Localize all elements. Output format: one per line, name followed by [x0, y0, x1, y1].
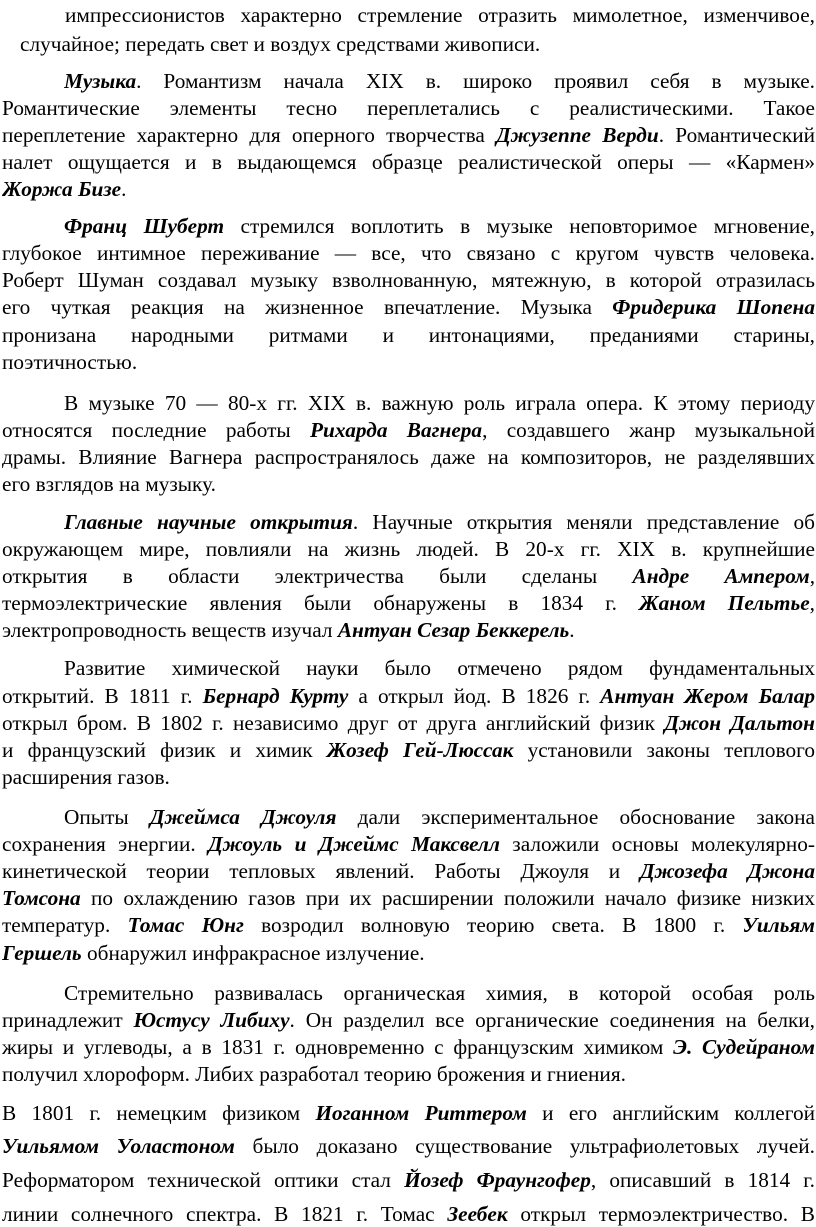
text-line [2, 292, 815, 322]
text-line [64, 507, 815, 537]
text-line [2, 681, 815, 711]
text-segment: , описавший в 1814 г. [590, 1168, 815, 1192]
text-segment: В 1801 г. немецким физиком [2, 1101, 316, 1125]
emphasized-name: Томас Юнг [127, 913, 244, 937]
text-line [2, 534, 815, 564]
emphasized-name: Юстусу Либиху [133, 1008, 290, 1032]
text-segment: открыл термоэлектричество. В [507, 1202, 815, 1226]
emphasized-name: Фридерика Шопена [612, 295, 815, 319]
text-segment: относятся последние работы [2, 418, 311, 442]
emphasized-name: Джузеппе Верди [496, 123, 659, 147]
text-line [2, 883, 815, 913]
text-line [2, 265, 815, 295]
text-segment: открыл бром. В 1802 г. независимо друг от друга английский физик [2, 711, 665, 735]
text-line [64, 388, 815, 418]
text-line [65, 0, 815, 30]
text-line [2, 1059, 815, 1089]
text-segment: и французский физик и химик [2, 738, 327, 762]
text-segment: случайное; передать свет и воздух средствами живописи. [20, 32, 541, 56]
text-segment: Реформатором технической оптики стал [2, 1168, 405, 1192]
text-line [2, 347, 815, 377]
text-segment: а открыл йод. В 1826 г. [348, 684, 601, 708]
text-segment: Роберт Шуман создавал музыку взволнованную, мятежную, в которой отразилась [2, 268, 815, 292]
text-line [2, 1165, 815, 1195]
text-line [2, 1005, 815, 1035]
text-line [2, 762, 815, 792]
text-line [2, 1098, 815, 1128]
text-line [2, 938, 815, 968]
text-segment: электропроводность веществ изучал [2, 618, 338, 642]
emphasized-name: Жоржа Бизе [2, 177, 122, 201]
text-segment: . Романтический [658, 123, 815, 147]
text-segment: дали экспериментальное обоснование закона [336, 805, 815, 829]
text-line [2, 174, 815, 204]
text-line [2, 469, 815, 499]
text-segment: . [121, 177, 127, 201]
text-segment: его взглядов на музыку. [2, 472, 216, 496]
text-line [2, 1199, 815, 1227]
emphasized-name: Уильям [742, 913, 815, 937]
text-segment: окружающем мире, повлияли на жизнь людей. В 20-х гг. XIX в. крупнейшие [2, 537, 815, 561]
emphasized-name: Главные научные открытия [64, 510, 353, 534]
emphasized-name: Йозеф Фраунгофер [404, 1168, 591, 1192]
text-line [64, 211, 815, 241]
text-segment: обнаружил инфракрасное излучение. [81, 941, 425, 965]
text-line [2, 1032, 815, 1062]
emphasized-name: Рихарда Вагнера [310, 418, 483, 442]
emphasized-name: Джон Дальтон [664, 711, 815, 735]
emphasized-name: Э. Судейраном [673, 1035, 815, 1059]
text-line [2, 120, 815, 150]
emphasized-name: Антуан Сезар Беккерель [337, 618, 570, 642]
emphasized-name: Андре Ампером [632, 564, 810, 588]
emphasized-name: Джоуль и Джеймс Максвелл [208, 832, 500, 856]
emphasized-name: Иоганном Риттером [315, 1101, 527, 1125]
text-line [64, 66, 815, 96]
emphasized-name: Франц Шуберт [64, 214, 225, 238]
text-segment: жиры и углеводы, а в 1831 г. одновременно с французским химиком [2, 1035, 674, 1059]
text-segment: , создавшего жанр музыкальной [482, 418, 815, 442]
text-segment: . [569, 618, 575, 642]
emphasized-name: Музыка [64, 69, 137, 93]
text-segment: стремился воплотить в музыке неповторимое мгновение, [224, 214, 815, 238]
text-line [2, 856, 815, 886]
text-segment: пронизана народными ритмами и интонациями, преданиями старины, [2, 323, 815, 347]
text-segment: поэтичностью. [2, 350, 138, 374]
text-line [2, 708, 815, 738]
emphasized-name: Жозеф Гей-Люссак [326, 738, 514, 762]
text-segment: . Научные открытия меняли представление об [352, 510, 815, 534]
text-segment: . Романтизм начала XIX в. широко проявил себя в музыке. [136, 69, 815, 93]
text-segment: установили законы теплового [513, 738, 815, 762]
text-line [2, 93, 815, 123]
emphasized-name: Джеймса Джоуля [149, 805, 337, 829]
text-line [2, 910, 815, 940]
text-segment: открытия в области электричества были сделаны [2, 564, 633, 588]
text-segment: переплетение характерно для оперного творчества [2, 123, 497, 147]
text-line [2, 415, 815, 445]
text-segment: сохранения энергии. [2, 832, 209, 856]
text-segment: драмы. Влияние Вагнера распространялось даже на композиторов, не разделявших [2, 445, 815, 469]
text-line [2, 442, 815, 472]
text-segment: , [809, 564, 815, 588]
text-line [2, 615, 815, 645]
text-line [64, 802, 815, 832]
text-segment: термоэлектрические явления были обнаружены в 1834 г. [2, 591, 640, 615]
emphasized-name: Джозефа Джона [640, 859, 815, 883]
text-segment: Опыты [64, 805, 150, 829]
text-line [2, 238, 815, 268]
emphasized-name: Уильямом Уоластоном [2, 1134, 235, 1158]
text-segment: было доказано существование ультрафиолетовых лучей. [234, 1134, 815, 1158]
text-segment: Романтические элементы тесно переплетались с реалистическими. Такое [2, 96, 815, 120]
text-line [64, 978, 815, 1008]
text-segment: по охлаждению газов при их расширении положили начало физике низких [80, 886, 815, 910]
text-segment: налет ощущается и в выдающемся образце реалистической оперы — «Кармен» [2, 150, 815, 174]
text-line [2, 735, 815, 765]
emphasized-name: Зеебек [447, 1202, 508, 1226]
text-line [2, 147, 815, 177]
text-segment: , [809, 591, 815, 615]
text-segment: В музыке 70 — 80-х гг. XIX в. важную роль играла опера. К этому периоду [64, 391, 815, 415]
text-line [2, 829, 815, 859]
text-segment: его чуткая реакция на жизненное впечатление. Музыка [2, 295, 613, 319]
text-segment: Стремительно развивалась органическая химия, в которой особая роль [64, 981, 815, 1005]
emphasized-name: Жаном Пельтье [639, 591, 810, 615]
text-segment: расширения газов. [2, 765, 170, 789]
text-segment: заложили основы молекулярно- [499, 832, 815, 856]
text-segment: температур. [2, 913, 128, 937]
text-segment: линии солнечного спектра. В 1821 г. Томас [2, 1202, 448, 1226]
emphasized-name: Томсона [2, 886, 81, 910]
text-segment: глубокое интимное переживание — все, что связано с кругом чувств человека. [2, 241, 815, 265]
text-segment: открытий. В 1811 г. [2, 684, 203, 708]
text-segment: Развитие химической науки было отмечено рядом фундаментальных [64, 656, 815, 680]
text-segment: импрессионистов характерно стремление отразить мимолетное, изменчивое, [65, 3, 815, 27]
emphasized-name: Гершель [2, 941, 82, 965]
text-segment: и его английским коллегой [526, 1101, 815, 1125]
text-segment: принадлежит [2, 1008, 134, 1032]
text-line [2, 320, 815, 350]
text-segment: кинетической теории тепловых явлений. Работы Джоуля и [2, 859, 640, 883]
emphasized-name: Антуан Жером Балар [600, 684, 815, 708]
emphasized-name: Бернард Курту [202, 684, 349, 708]
text-line [2, 1131, 815, 1161]
text-segment: . Он разделил все органические соединения на белки, [289, 1008, 815, 1032]
text-line [20, 29, 815, 59]
text-segment: возродил волновую теорию света. В 1800 г. [243, 913, 743, 937]
text-segment: получил хлороформ. Либих разработал теорию брожения и гниения. [2, 1062, 626, 1086]
text-line [2, 588, 815, 618]
text-line [64, 653, 815, 683]
text-line [2, 561, 815, 591]
